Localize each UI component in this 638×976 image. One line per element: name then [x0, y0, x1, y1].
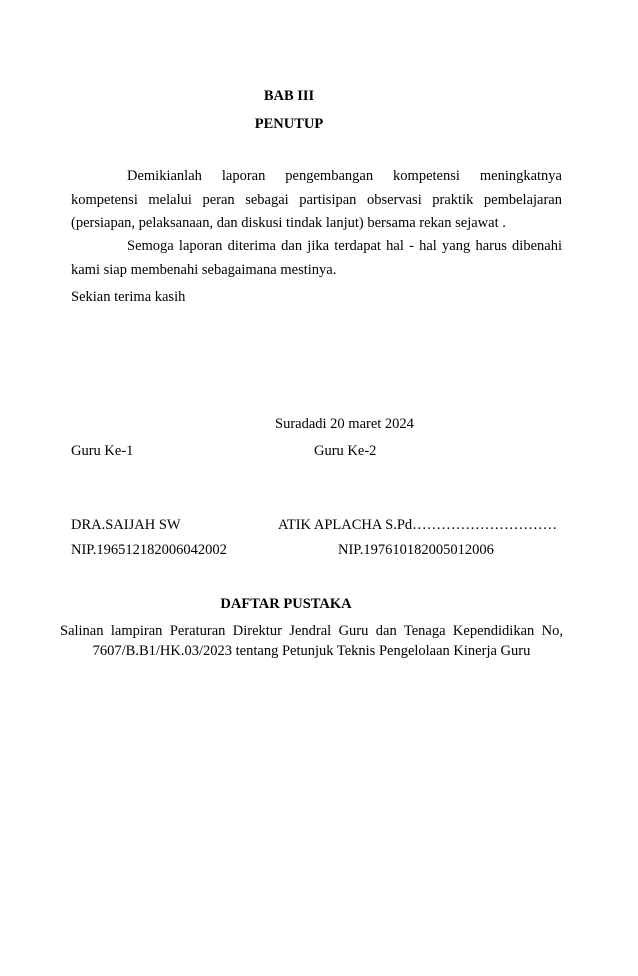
closing-remark: Sekian terima kasih: [71, 289, 186, 305]
bibliography-title: DAFTAR PUSTAKA: [220, 596, 352, 612]
bibliography-entry: [60, 621, 563, 661]
closing-paragraph-1: [71, 165, 562, 236]
signer-2-role: Guru Ke-2: [314, 443, 377, 459]
paragraph-1-text: Demikianlah laporan pengembangan kompetensi meningkatnya kompetensi melalui peran sebagai partisipan observasi praktik pembelajaran (persiapan, pelaksanaan, dan diskusi tindak lanjut) bersama rekan sejawat .: [71, 168, 562, 231]
bibliography-entry-line-2: 7607/B.B1/HK.03/2023 tentang Petunjuk Teknis Pengelolaan Kinerja Guru: [92, 643, 531, 659]
closing-paragraph-2: [71, 235, 562, 282]
signer-1-nip: NIP.196512182006042002: [71, 542, 227, 558]
signer-1-role: Guru Ke-1: [71, 443, 134, 459]
chapter-title: PENUTUP: [254, 116, 324, 132]
paragraph-2-text: Semoga laporan diterima dan jika terdapat hal - hal yang harus dibenahi kami siap membenahi sebagaimana mestinya.: [71, 238, 562, 278]
signature-place-date: Suradadi 20 maret 2024: [275, 416, 414, 432]
signer-2-nip: NIP.197610182005012006: [338, 542, 494, 558]
chapter-number: BAB III: [263, 88, 315, 104]
bibliography-entry-line-1: Salinan lampiran Peraturan Direktur Jendral Guru dan Tenaga Kependidikan No,: [60, 623, 563, 639]
signer-1-name: DRA.SAIJAH SW: [71, 517, 181, 533]
signer-2-name: ATIK APLACHA S.Pd…………………………: [278, 517, 558, 533]
